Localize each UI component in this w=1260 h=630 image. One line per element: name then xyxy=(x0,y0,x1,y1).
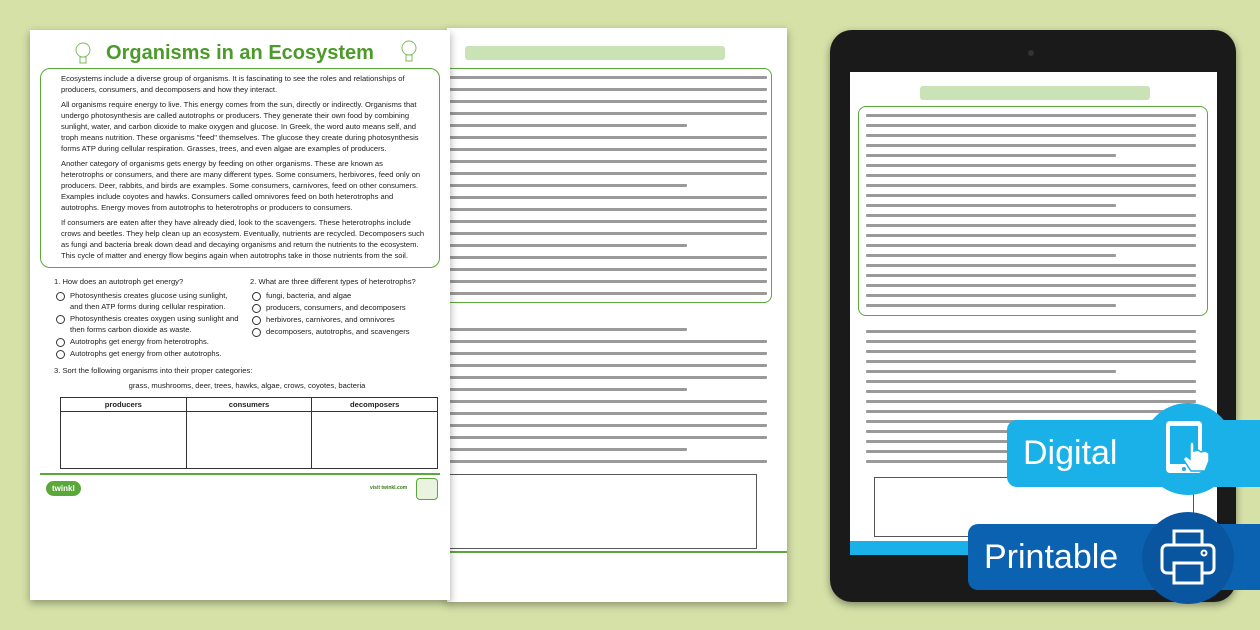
text-line-graphic xyxy=(866,390,1196,393)
text-line-graphic xyxy=(447,460,767,463)
text-line-graphic xyxy=(447,208,767,211)
text-line-graphic xyxy=(447,148,767,151)
question-prompt: 2. What are three different types of heterotrophs? xyxy=(250,277,416,286)
text-line-graphic xyxy=(866,234,1196,237)
radio-option[interactable]: Photosynthesis creates oxygen using sunlight and then forms carbon dioxide as waste. xyxy=(54,313,240,335)
worksheet xyxy=(30,30,450,600)
text-line-graphic xyxy=(866,124,1196,127)
text-line-graphic xyxy=(447,424,767,427)
text-line-graphic xyxy=(447,232,767,235)
back-sort-table xyxy=(447,474,757,549)
radio-option[interactable]: fungi, bacteria, and algae xyxy=(250,290,436,301)
text-line-graphic xyxy=(447,448,687,451)
text-line-graphic xyxy=(866,350,1196,353)
column-header: consumers xyxy=(187,398,312,412)
text-line-graphic xyxy=(866,254,1116,257)
text-line-graphic xyxy=(866,330,1196,333)
radio-option[interactable]: herbivores, carnivores, and omnivores xyxy=(250,314,436,325)
question-3 xyxy=(40,365,440,391)
text-line-graphic xyxy=(866,134,1196,137)
sort-table xyxy=(60,397,438,469)
organism-list: grass, mushrooms, deer, trees, hawks, algae, crows, coyotes, bacteria xyxy=(128,381,366,390)
text-line-graphic xyxy=(866,284,1196,287)
text-line-graphic xyxy=(866,184,1196,187)
question-prompt: 1. How does an autotroph get energy? xyxy=(54,277,184,286)
text-line-graphic xyxy=(866,164,1196,167)
text-line-graphic xyxy=(866,340,1196,343)
text-line-graphic xyxy=(866,144,1196,147)
text-line-graphic xyxy=(866,410,1196,413)
text-line-graphic xyxy=(447,220,767,223)
back-footer-divider xyxy=(447,551,787,553)
text-line-graphic xyxy=(447,292,767,295)
text-line-graphic xyxy=(447,340,767,343)
text-line-graphic xyxy=(447,100,767,103)
text-line-graphic xyxy=(447,412,767,415)
paragraph: Ecosystems include a diverse group of organisms. It is fascinating to see the roles and relationships of producers, consumers, and decomposers and how they interact. xyxy=(61,74,405,94)
text-line-graphic xyxy=(447,364,767,367)
text-line-graphic xyxy=(447,256,767,259)
digital-label: Digital xyxy=(1023,434,1118,472)
questions-row xyxy=(40,276,440,359)
decomposers-column[interactable] xyxy=(312,398,437,468)
paragraph: Another category of organisms gets energy by feeding on other organisms. These are known as heterotrophs or consumers, and there are many different types. Some consumers, herbivores, feed only on producers. Deer, rabbits, and birds are examples. Some consumers, carnivores, feed on other consumers. Examples include coyotes and hawks. Consumers called omnivores feed on both heterotrophs and autotrophs. Energy moves from autotrophs to heterotrophs or producers to consumers. xyxy=(61,159,421,212)
text-line-graphic xyxy=(447,436,767,439)
question-prompt: 3. Sort the following organisms into their proper categories: xyxy=(54,366,253,375)
text-line-graphic xyxy=(447,244,687,247)
twinkl-logo: twinkl xyxy=(46,481,81,496)
column-header: producers xyxy=(61,398,186,412)
radio-option[interactable]: Photosynthesis creates glucose using sunlight, and then ATP forms during cellular respiration. xyxy=(54,290,240,312)
text-line-graphic xyxy=(866,264,1196,267)
text-line-graphic xyxy=(447,388,687,391)
text-line-graphic xyxy=(866,244,1196,247)
text-line-graphic xyxy=(866,380,1196,383)
text-line-graphic xyxy=(447,376,767,379)
worksheet-back-page xyxy=(447,28,787,602)
paragraph: If consumers are eaten after they have already died, look to the scavengers. These heterotrophs include crows and beetles. They help clean up an ecosystem. Eventually, nutrients are recycled. Decomposers such as fungi and bacteria break down dead and decaying organisms and return the nutrients to the ecosystem. This cycle of matter and energy flow begins again when autotrophs take in those nutrients from the soil. xyxy=(61,218,425,260)
text-line-graphic xyxy=(447,268,767,271)
text-line-graphic xyxy=(866,304,1116,307)
quality-seal-icon xyxy=(416,478,438,500)
worksheet-footer xyxy=(40,473,440,503)
text-line-graphic xyxy=(447,112,767,115)
text-line-graphic xyxy=(447,88,767,91)
paragraph: All organisms require energy to live. This energy comes from the sun, directly or indirectly. Organisms that undergo photosynthesis are called autotrophs or producers. They generate their own food by combining sunlight, water, and carbon dioxide to make oxygen and glucose. In Greek, the word auto means self, and troph means nutrition. These organisms "feed" themselves. The glucose they create during photosynthesis forms ATP during cellular respiration. Grasses, trees, and even algae are examples of producers. xyxy=(61,100,419,153)
question-1 xyxy=(54,276,240,359)
text-line-graphic xyxy=(447,184,687,187)
tree-decoration-icon xyxy=(74,42,92,64)
camera-icon xyxy=(1028,50,1034,56)
text-line-graphic xyxy=(447,352,767,355)
worksheet-front-page xyxy=(30,30,450,600)
reading-passage xyxy=(40,68,440,268)
text-line-graphic xyxy=(866,370,1116,373)
text-line-graphic xyxy=(866,294,1196,297)
producers-column[interactable] xyxy=(61,398,187,468)
text-line-graphic xyxy=(447,136,767,139)
radio-option[interactable]: Autotrophs get energy from other autotrophs. xyxy=(54,348,240,359)
tablet-title-graphic xyxy=(920,86,1150,100)
text-line-graphic xyxy=(447,76,767,79)
printable-label: Printable xyxy=(984,537,1119,576)
footer-url: visit twinkl.com xyxy=(370,485,408,491)
text-line-graphic xyxy=(866,214,1196,217)
radio-option[interactable]: producers, consumers, and decomposers xyxy=(250,302,436,313)
text-line-graphic xyxy=(447,160,767,163)
text-line-graphic xyxy=(866,224,1196,227)
text-line-graphic xyxy=(866,274,1196,277)
text-line-graphic xyxy=(866,154,1116,157)
back-title-graphic xyxy=(465,46,725,60)
consumers-column[interactable] xyxy=(187,398,313,468)
text-line-graphic xyxy=(447,280,767,283)
text-line-graphic xyxy=(447,124,687,127)
text-line-graphic xyxy=(447,400,767,403)
tree-decoration-icon xyxy=(400,40,418,62)
text-line-graphic xyxy=(866,114,1196,117)
text-line-graphic xyxy=(447,328,687,331)
radio-option[interactable]: decomposers, autotrophs, and scavengers xyxy=(250,326,436,337)
worksheet-title: Organisms in an Ecosystem xyxy=(106,42,374,64)
text-line-graphic xyxy=(447,196,767,199)
text-line-graphic xyxy=(866,360,1196,363)
text-line-graphic xyxy=(866,204,1116,207)
text-line-graphic xyxy=(866,194,1196,197)
column-header: decomposers xyxy=(312,398,437,412)
text-line-graphic xyxy=(866,400,1196,403)
printer-icon xyxy=(1142,512,1234,604)
tablet-touch-icon xyxy=(1142,403,1234,495)
text-line-graphic xyxy=(866,174,1196,177)
text-line-graphic xyxy=(447,172,767,175)
question-2 xyxy=(250,276,436,359)
radio-option[interactable]: Autotrophs get energy from heterotrophs. xyxy=(54,336,240,347)
